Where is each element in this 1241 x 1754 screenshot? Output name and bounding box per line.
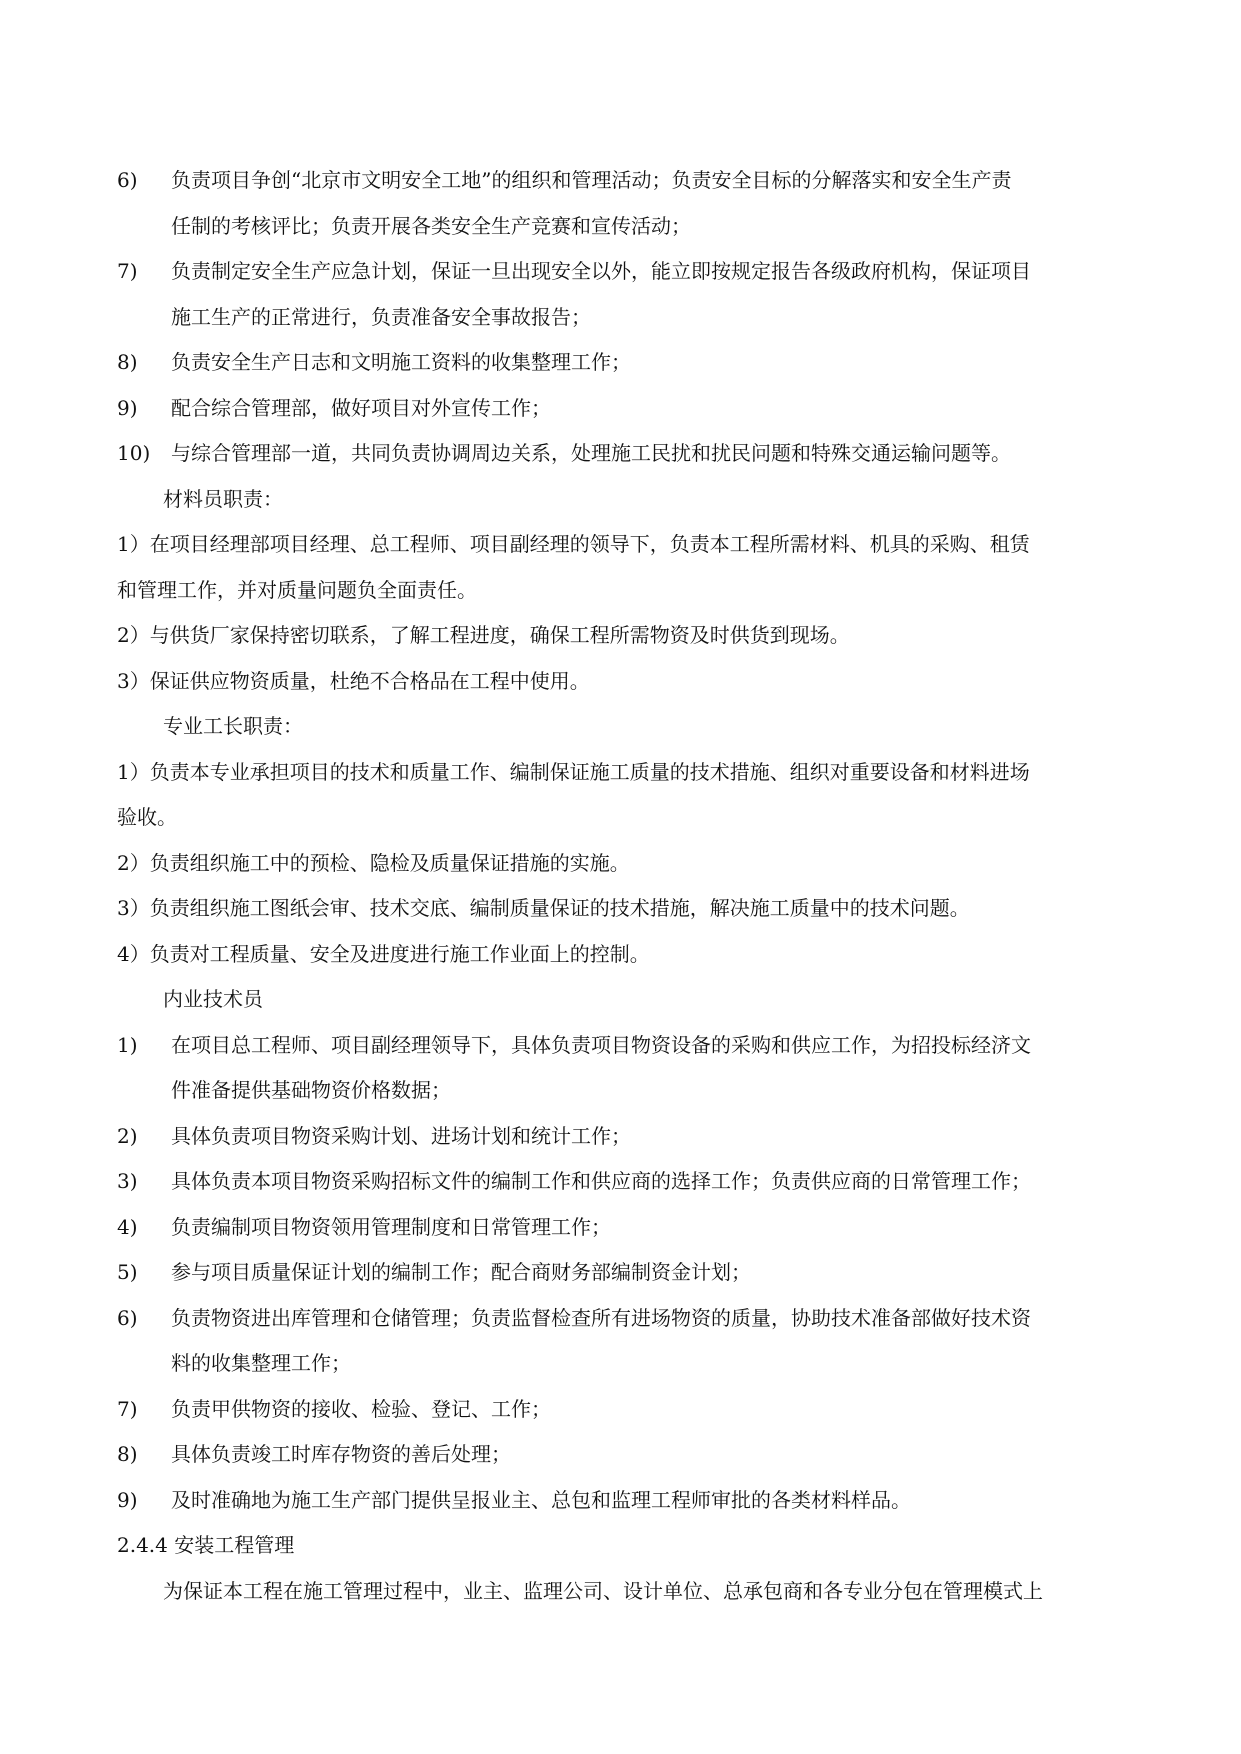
safety-duties-list xyxy=(0,158,1241,477)
item-number: 9) xyxy=(117,395,138,420)
list-item xyxy=(0,158,1241,204)
section-paragraph: 为保证本工程在施工管理过程中，业主、监理公司、设计单位、总承包商和各专业分包在管理模式上 xyxy=(163,1578,1043,1603)
item-text: 具体负责项目物资采购计划、进场计划和统计工作； xyxy=(171,1123,631,1148)
list-item xyxy=(0,249,1241,295)
item-text: 负责编制项目物资领用管理制度和日常管理工作； xyxy=(171,1214,611,1239)
list-item xyxy=(0,1432,1241,1478)
foreman-duties-list xyxy=(0,750,1241,978)
list-item: 3）保证供应物资质量，杜绝不合格品在工程中使用。 xyxy=(117,668,590,693)
item-text: 与综合管理部一道，共同负责协调周边关系，处理施工民扰和扰民问题和特殊交通运输问题等。 xyxy=(171,441,1011,465)
item-text: 负责制定安全生产应急计划，保证一旦出现安全以外，能立即按规定报告各级政府机构，保证项目 xyxy=(171,259,1031,283)
item-text: 负责安全生产日志和文明施工资料的收集整理工作； xyxy=(171,350,631,374)
list-item xyxy=(0,1159,1241,1205)
list-item xyxy=(0,386,1241,432)
item-number: 7) xyxy=(117,259,138,283)
item-text: 及时准确地为施工生产部门提供呈报业主、总包和监理工程师审批的各类材料样品。 xyxy=(171,1487,911,1512)
item-number: 5) xyxy=(117,1260,138,1284)
item-number: 7) xyxy=(117,1396,138,1421)
materials-duties-list xyxy=(0,522,1241,704)
item-text: 负责项目争创“北京市文明安全工地”的组织和管理活动；负责安全目标的分解落实和安全生产责 xyxy=(171,168,1012,192)
section-title: 2.4.4 安装工程管理 xyxy=(117,1533,295,1557)
list-item: 3）负责组织施工图纸会审、技术交底、编制质量保证的技术措施，解决施工质量中的技术问题。 xyxy=(117,896,970,920)
list-item xyxy=(0,1296,1241,1342)
item-text-continued: 施工生产的正常进行，负责准备安全事故报告； xyxy=(171,304,591,329)
item-text: 负责甲供物资的接收、检验、登记、工作； xyxy=(171,1396,551,1421)
item-number: 6) xyxy=(117,168,138,192)
list-item: 1）在项目经理部项目经理、总工程师、项目副经理的领导下，负责本工程所需材料、机具的采购、租赁 xyxy=(117,532,1030,556)
item-text: 配合综合管理部，做好项目对外宣传工作； xyxy=(171,395,551,420)
list-item xyxy=(0,1478,1241,1524)
item-number: 4) xyxy=(117,1214,138,1239)
list-item xyxy=(0,1387,1241,1433)
list-item: 2）负责组织施工中的预检、隐检及质量保证措施的实施。 xyxy=(117,850,630,875)
item-text: 参与项目质量保证计划的编制工作；配合商财务部编制资金计划； xyxy=(171,1260,751,1284)
item-number: 8) xyxy=(117,1442,138,1466)
item-text-continued: 任制的考核评比；负责开展各类安全生产竞赛和宣传活动； xyxy=(171,213,691,238)
list-item: 1）负责本专业承担项目的技术和质量工作、编制保证施工质量的技术措施、组织对重要设备和材料进场 xyxy=(117,759,1030,784)
item-text-continued: 和管理工作，并对质量问题负全面责任。 xyxy=(117,577,477,602)
item-text-continued: 件准备提供基础物资价格数据； xyxy=(171,1078,451,1102)
item-number: 3) xyxy=(117,1169,138,1193)
item-text: 负责物资进出库管理和仓储管理；负责监督检查所有进场物资的质量，协助技术准备部做好技术资 xyxy=(171,1305,1031,1330)
list-item xyxy=(0,1250,1241,1296)
technician-duties-list xyxy=(0,1023,1241,1524)
item-text: 具体负责本项目物资采购招标文件的编制工作和供应商的选择工作；负责供应商的日常管理工作； xyxy=(171,1169,1031,1193)
item-number: 6) xyxy=(117,1305,138,1330)
list-item xyxy=(0,1114,1241,1160)
materials-heading: 材料员职责： xyxy=(163,486,283,511)
list-item: 2）与供货厂家保持密切联系，了解工程进度，确保工程所需物资及时供货到现场。 xyxy=(117,623,850,647)
item-number: 1) xyxy=(117,1032,138,1057)
item-text: 在项目总工程师、项目副经理领导下，具体负责项目物资设备的采购和供应工作，为招投标经济文 xyxy=(171,1032,1031,1057)
item-text-continued: 验收。 xyxy=(117,805,177,829)
technician-heading: 内业技术员 xyxy=(163,987,263,1011)
item-number: 2) xyxy=(117,1123,138,1148)
list-item xyxy=(0,1023,1241,1069)
list-item xyxy=(0,1205,1241,1251)
item-number: 10) xyxy=(117,441,151,465)
item-text: 具体负责竣工时库存物资的善后处理； xyxy=(171,1442,511,1466)
list-item xyxy=(0,340,1241,386)
list-item xyxy=(0,431,1241,477)
item-text-continued: 料的收集整理工作； xyxy=(171,1351,351,1375)
foreman-heading: 专业工长职责： xyxy=(163,714,303,738)
item-number: 9) xyxy=(117,1487,138,1512)
list-item: 4）负责对工程质量、安全及进度进行施工作业面上的控制。 xyxy=(117,941,650,966)
item-number: 8) xyxy=(117,350,138,374)
